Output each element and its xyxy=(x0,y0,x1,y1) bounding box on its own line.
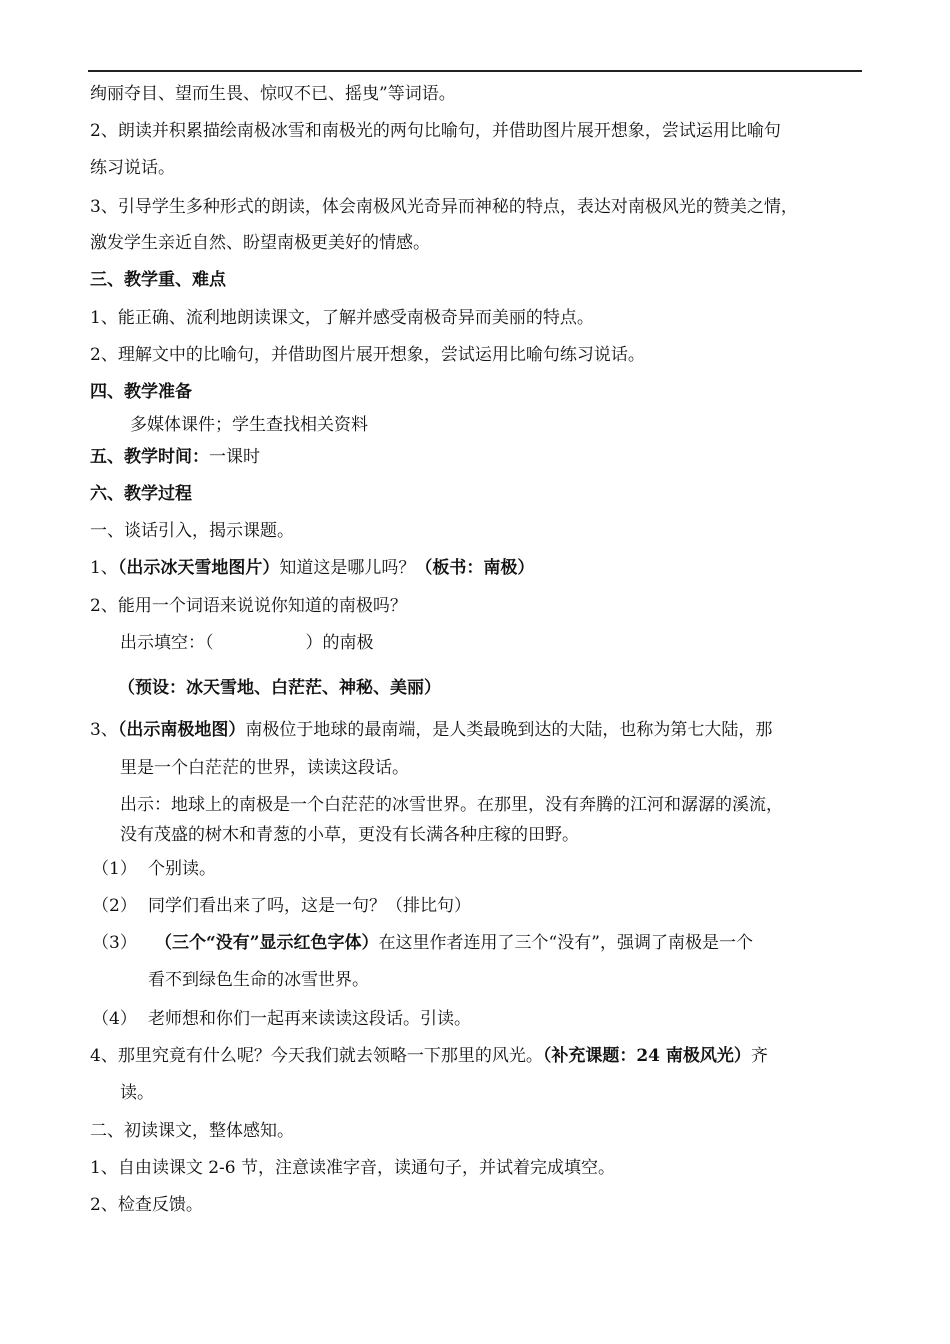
sub-item-text: 老师想和你们一起再来读读这段话。引读。 xyxy=(148,1009,471,1029)
fill-prompt: 出示填空：（ xyxy=(120,633,214,653)
text-line: 里是一个白茫茫的世界，读读这段话。 xyxy=(120,758,409,778)
sub-item-text: 看不到绿色生命的冰雪世界。 xyxy=(148,970,369,990)
fill-suffix: ）的南极 xyxy=(305,633,374,653)
section-heading: 六、教学过程 xyxy=(90,484,192,504)
text-line: 3、引导学生多种形式的朗读，体会南极风光奇异而神秘的特点，表达对南极风光的赞美之情， xyxy=(90,197,798,217)
text-line: 2、理解文中的比喻句，并借助图片展开想象，尝试运用比喻句练习说话。 xyxy=(90,345,645,365)
text-line: 绚丽夺目、望而生畏、惊叹不已、摇曳”等词语。 xyxy=(90,84,456,104)
header-rule xyxy=(88,70,862,72)
section-heading: 三、教学重、难点 xyxy=(90,270,226,290)
bold-note: （板书：南极） xyxy=(415,558,535,578)
sub-item-number: （3） xyxy=(92,933,137,953)
item-number: 3、 xyxy=(90,720,118,740)
text-line: 2、能用一个词语来说说你知道的南极吗？ xyxy=(90,596,407,616)
bold-note: （三个“没有”显示红色字体） xyxy=(155,933,379,953)
text-line xyxy=(120,633,374,653)
item-number: 1、 xyxy=(90,558,118,578)
preset-answer: （预设：冰天雪地、白茫茫、神秘、美丽） xyxy=(118,678,441,698)
section-value: 一课时 xyxy=(209,447,260,467)
text-line: 1、能正确、流利地朗读课文，了解并感受南极奇异而美丽的特点。 xyxy=(90,308,594,328)
text-line xyxy=(90,558,534,578)
section-heading: 五、教学时间： xyxy=(90,447,209,467)
sub-item-number: （4） xyxy=(92,1009,137,1029)
text-line xyxy=(90,1046,768,1066)
bold-note: （补充课题：24 南极风光） xyxy=(542,1046,751,1066)
item-text: 齐 xyxy=(750,1046,768,1066)
item-text: 4、那里究竟有什么呢？今天我们就去领略一下那里的风光。 xyxy=(90,1046,543,1066)
bold-note: （出示冰天雪地图片） xyxy=(117,558,280,578)
sub-item-number: （1） xyxy=(92,859,137,879)
sub-item-text: 同学们看出来了吗，这是一句？（排比句） xyxy=(148,896,471,916)
section-heading: 四、教学准备 xyxy=(90,382,192,402)
item-text: 南极位于地球的最南端，是人类最晚到达的大陆，也称为第七大陆，那 xyxy=(245,720,773,740)
text-line: 激发学生亲近自然、盼望南极更美好的情感。 xyxy=(90,233,430,253)
sub-item-text xyxy=(155,933,753,953)
text-line: 一、谈话引入，揭示课题。 xyxy=(90,521,294,541)
text-line: 读。 xyxy=(120,1083,154,1103)
text-line: 出示：地球上的南极是一个白茫茫的冰雪世界。在那里，没有奔腾的江河和潺潺的溪流， xyxy=(120,795,783,815)
sub-item-number: （2） xyxy=(92,896,137,916)
text-line: 1、自由读课文 2-6 节，注意读准字音，读通句子，并试着完成填空。 xyxy=(90,1158,615,1178)
text-line: 二、初读课文，整体感知。 xyxy=(90,1121,294,1141)
bold-note: （出示南极地图） xyxy=(117,720,246,740)
text-line: 没有茂盛的树木和青葱的小草，更没有长满各种庄稼的田野。 xyxy=(120,825,579,845)
text-line: 多媒体课件；学生查找相关资料 xyxy=(130,415,368,435)
text-line: 2、朗读并积累描绘南极冰雪和南极光的两句比喻句，并借助图片展开想象，尝试运用比喻句 xyxy=(90,121,781,141)
section-heading-line xyxy=(90,447,260,467)
text-line: 练习说话。 xyxy=(90,158,175,178)
sub-item-text: 个别读。 xyxy=(148,859,216,879)
item-text: 在这里作者连用了三个“没有”，强调了南极是一个 xyxy=(378,933,753,953)
text-line xyxy=(90,720,772,740)
item-text: 知道这是哪儿吗？ xyxy=(279,558,416,578)
text-line: 2、检查反馈。 xyxy=(90,1195,203,1215)
